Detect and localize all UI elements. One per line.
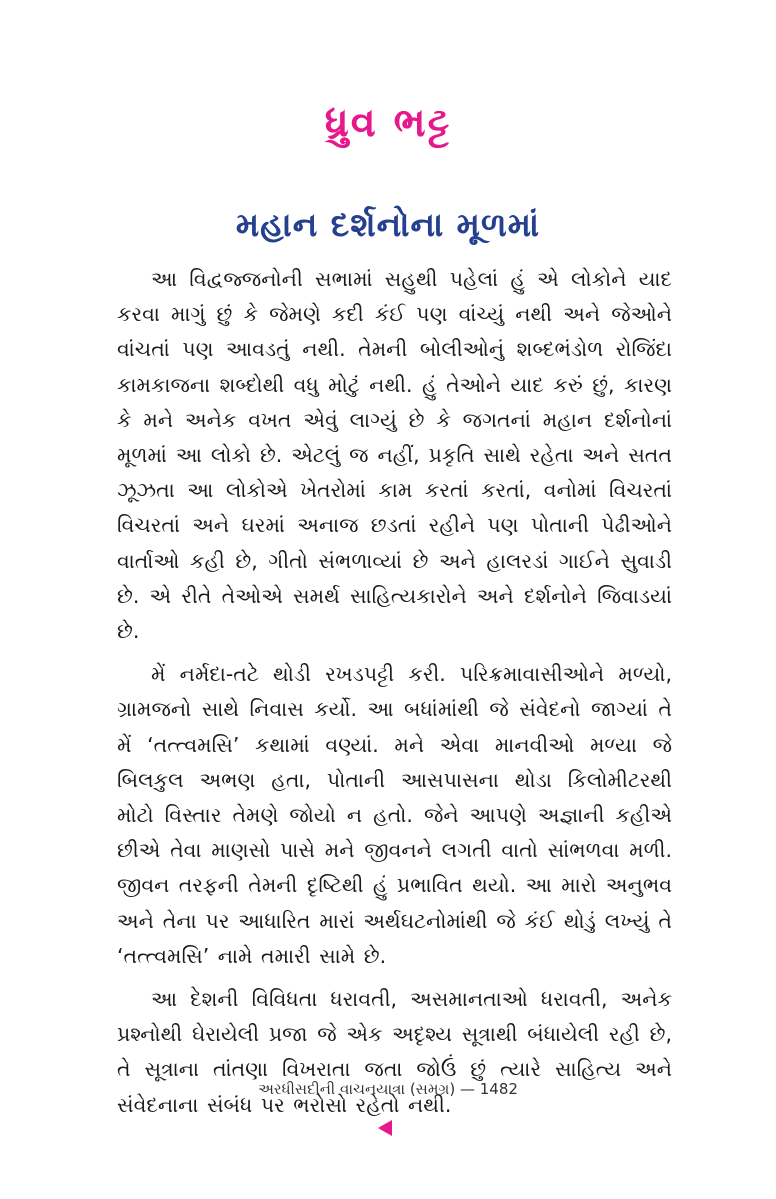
previous-page-icon[interactable] — [378, 1120, 392, 1136]
paragraph: આ વિદ્વજ્જનોની સભામાં સહુથી પહેલાં હું એ લોકોને યાદ કરવા માગું છું કે જેમણે કદી કંઈ પણ વાંચ્યું નથી અને જેઓને વાંચતાં પણ આવડતું નથી. તેમની બોલીઓનું શબ્દભંડોળ રોજિંદા કામકાજના શબ્દોથી વધુ મોટું નથી. હું તેઓને યાદ કરું છું, કારણ કે મને અનેક વખત એવું લાગ્યું છે કે જગતનાં મહાન દર્શનોનાં મૂળમાં આ લોકો છે. એટલું જ નહીં, પ્રકૃતિ સાથે રહેતા અને સતત ઝૂઝતા આ લોકોએ ખેતરોમાં કામ કરતાં કરતાં, વનોમાં વિચરતાં વિચરતાં અને ઘરમાં અનાજ છડતાં રહીને પણ પોતાની પેઢીઓને વાર્તાઓ કહી છે, ગીતો સંભળાવ્યાં છે અને હાલરડાં ગાઈને સુવાડી છે. એ રીતે તેઓએ સમર્થ સાહિત્યકારોને અને દર્શનોને જિવાડયાં છે. — [117, 267, 672, 644]
paragraph: મેં નર્મદા-તટે થોડી રખડપટ્ટી કરી. પરિક્રમાવાસીઓને મળ્યો, ગ્રામજનો સાથે નિવાસ કર્યો. આ બધાંમાંથી જે સંવેદનો જાગ્યાં તે મેં ‘તત્ત્વમસિ’ કથામાં વણ્યાં. મને એવા માનવીઓ મળ્યા જે બિલકુલ અભણ હતા, પોતાની આસપાસના થોડા કિલોમીટરથી મોટો વિસ્તાર તેમણે જોયો ન હતો. જેને આપણે અજ્ઞાની કહીએ છીએ તેવા માણસો પાસે મને જીવનને લગતી વાતો સાંભળવા મળી. જીવન તરફની તેમની દૃષ્ટિથી હું પ્રભાવિત થયો. આ મારો અનુભવ અને તેના પર આધારિત મારાં અર્થઘટનોમાંથી જે કંઈ થોડું લખ્યું તે ‘તત્ત્વમસિ’ નામે તમારી સામે છે. — [117, 662, 672, 968]
author-name: ધ્રુવ ભટ્ટ — [324, 100, 452, 146]
paragraph: આ દેશની વિવિધતા ધરાવતી, અસમાનતાઓ ધરાવતી, અનેક પ્રશ્નોથી ઘેરાયેલી પ્રજા જે એક અદૃશ્ય સૂત્રાથી બંધાયેલી રહી છે, તે સૂત્રાના તાંતણા વિખરાતા જતા જોઉં છું ત્યારે સાહિત્ય અને સંવેદનાના સંબંધ પર ભરોસો રહેતો નથી. — [117, 987, 672, 1117]
body-text — [117, 262, 672, 1131]
page-footer: અરધીસદીની વાચનયાત્રા (સમગ્ર) — 1482 — [258, 1080, 518, 1098]
chapter-title: મહાન દર્શનોના મૂળમાં — [235, 205, 541, 244]
